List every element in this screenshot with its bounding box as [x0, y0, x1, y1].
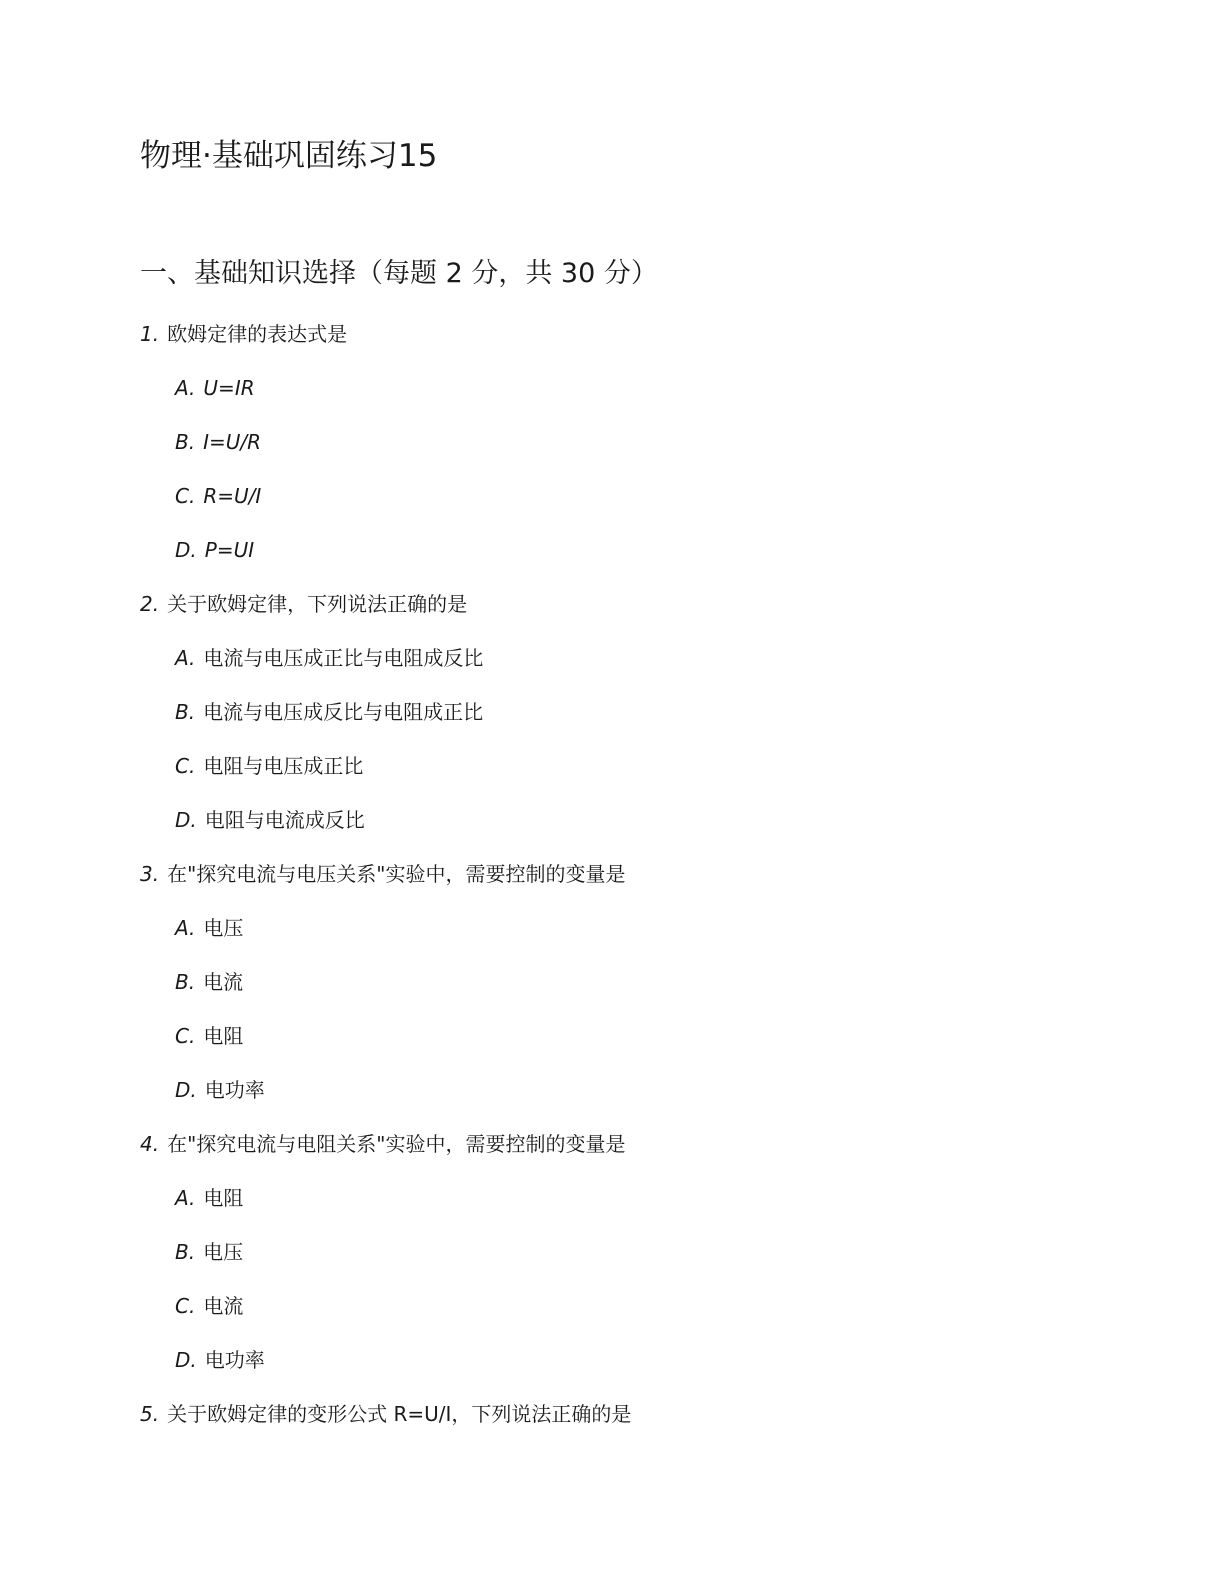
option-d — [140, 1070, 1140, 1124]
option-label: B. — [175, 1240, 196, 1264]
question-stem — [140, 1394, 1140, 1448]
option-b — [140, 692, 1140, 746]
option-label: A. — [175, 376, 196, 400]
option-d — [140, 800, 1140, 854]
question-number: 4. — [140, 1132, 160, 1156]
question-list — [140, 314, 1140, 1448]
question-number: 1. — [140, 322, 160, 346]
option-c — [140, 476, 1140, 530]
option-a — [140, 368, 1140, 422]
option-c — [140, 1286, 1140, 1340]
option-c — [140, 746, 1140, 800]
option-label: D. — [175, 808, 197, 832]
option-d — [140, 530, 1140, 584]
option-label: C. — [175, 754, 196, 778]
option-text: I=U/R — [203, 430, 262, 454]
question-text: 欧姆定律的表达式是 — [167, 322, 348, 346]
option-a — [140, 908, 1140, 962]
option-b — [140, 422, 1140, 476]
option-text: 电阻 — [203, 1186, 244, 1210]
option-label: A. — [175, 1186, 196, 1210]
option-text: 电阻与电压成正比 — [203, 754, 364, 778]
option-text: 电压 — [203, 1240, 244, 1264]
section-title: 一、基础知识选择（每题 2 分，共 30 分） — [140, 258, 658, 289]
option-text: 电功率 — [204, 1348, 265, 1372]
option-b — [140, 1232, 1140, 1286]
option-label: C. — [175, 1024, 196, 1048]
option-c — [140, 1016, 1140, 1070]
option-label: B. — [175, 700, 196, 724]
question-text: 关于欧姆定律，下列说法正确的是 — [167, 592, 468, 616]
option-label: D. — [175, 1348, 197, 1372]
question-number: 3. — [140, 862, 160, 886]
option-d — [140, 1340, 1140, 1394]
option-text: P=UI — [204, 538, 255, 562]
option-label: B. — [175, 970, 196, 994]
option-text: R=U/I — [203, 484, 262, 508]
option-text: 电流与电压成反比与电阻成正比 — [203, 700, 484, 724]
option-label: A. — [175, 646, 196, 670]
document-title: 物理·基础巩固练习15 — [140, 138, 438, 174]
question-stem — [140, 1124, 1140, 1178]
question-text: 关于欧姆定律的变形公式 R=U/I，下列说法正确的是 — [167, 1402, 632, 1426]
option-a — [140, 1178, 1140, 1232]
option-text: 电阻 — [203, 1024, 244, 1048]
option-label: C. — [175, 484, 196, 508]
question-stem — [140, 314, 1140, 368]
option-label: D. — [175, 538, 197, 562]
option-text: 电流 — [203, 1294, 244, 1318]
option-text: U=IR — [203, 376, 255, 400]
option-label: A. — [175, 916, 196, 940]
question-number: 5. — [140, 1402, 160, 1426]
option-b — [140, 962, 1140, 1016]
option-label: D. — [175, 1078, 197, 1102]
question-stem — [140, 854, 1140, 908]
option-text: 电流 — [203, 970, 244, 994]
option-a — [140, 638, 1140, 692]
option-text: 电压 — [203, 916, 244, 940]
option-label: C. — [175, 1294, 196, 1318]
question-stem — [140, 584, 1140, 638]
question-text: 在"探究电流与电阻关系"实验中，需要控制的变量是 — [167, 1132, 626, 1156]
option-text: 电功率 — [204, 1078, 265, 1102]
option-text: 电流与电压成正比与电阻成反比 — [203, 646, 484, 670]
question-number: 2. — [140, 592, 160, 616]
option-text: 电阻与电流成反比 — [204, 808, 365, 832]
option-label: B. — [175, 430, 196, 454]
question-text: 在"探究电流与电压关系"实验中，需要控制的变量是 — [167, 862, 626, 886]
